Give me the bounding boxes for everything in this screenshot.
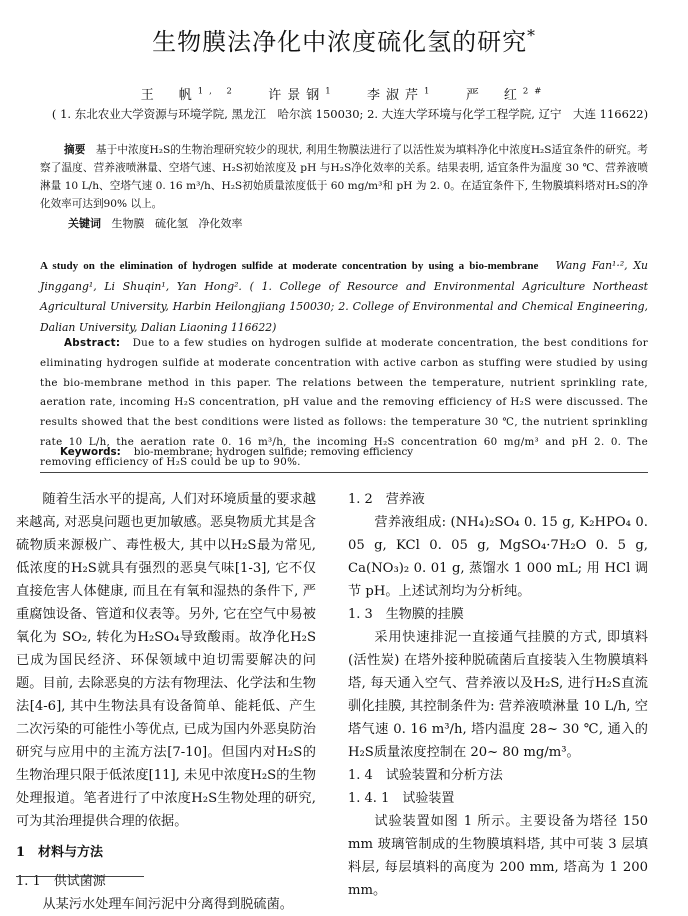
author-name: 李淑芹	[367, 88, 425, 103]
keyword-item: 生物膜	[111, 217, 145, 230]
section-heading: 1 材料与方法	[16, 845, 104, 860]
subsection-heading: 1. 4 试验装置和分析方法	[348, 768, 503, 783]
author-name: 王 帆	[140, 88, 198, 103]
keywords-cn	[68, 215, 648, 231]
keyword-item: 净化效率	[198, 217, 243, 230]
section-divider	[40, 472, 648, 473]
affiliation: ( 1. 东北农业大学资源与环境学院, 黑龙江 哈尔滨 150030; 2. 大连大学环境与化学工程学院, 辽宁 大连 116622)	[51, 107, 649, 121]
title-footnote-mark: *	[527, 27, 536, 45]
author-name: 严 红	[465, 88, 523, 103]
keywords-cn-label: 关键词	[68, 217, 101, 230]
abstract-en-text: Due to a few studies on hydrogen sulfide at moderate concentration, the best conditions for eliminating hydrogen sulfide at moderate concentration with active carbon as stuffing were studied by using the bio-membrane method in this paper. The relations between the temperature, nutrient sprinkling rate, aeration rate, incoming H₂S concentration, pH value and the removing efficiency of H₂S were discussed. The results showed that the best conditions were listed as follows: the temperature 30 ℃, the nutrient sprinkling rate 10 L/h, the aeration rate 0. 16 m³/h, the incoming H₂S concentration 60 mg/m³ and pH 2. 0. The removing efficiency of H₂S could be up to 90%.	[40, 337, 648, 468]
abstract-cn-text: 基于中浓度H₂S的生物治理研究较少的现状, 利用生物膜法进行了以活性炭为填料净化中浓度H₂S适宜条件的研究。考察了温度、营养液喷淋量、空塔气速、H₂S初始浓度及 pH 与H₂S净化效率的关系。结果表明, 适宜条件为温度 30 ℃、营养液喷淋量 10 L/h、空塔气速 0. 16 m³/h、H₂S初始质量浓度低于 60 mg/m³和 pH 为 2. 0。在适宜条件下, 生物膜填料塔对H₂S的净化效率可达到90% 以上。	[40, 144, 648, 210]
english-header	[40, 256, 648, 338]
page-title	[0, 22, 688, 57]
english-authors-affiliation: Wang Fan¹·², Xu Jinggang¹, Li Shuqin¹, Yan Hong². ( 1. College of Resource and Environmental Agriculture Northeast Agricultural University, Harbin Heilongjiang 150030; 2. College of Environmental and Chemical Engineering, Dalian University, Dalian Liaoning 116622)	[40, 259, 648, 334]
subsection-heading: 1. 3 生物膜的挂膜	[348, 607, 464, 622]
subsection-heading: 1. 4. 1 试验装置	[348, 791, 455, 806]
abstract-cn-label: 摘要	[64, 144, 86, 156]
subsection-text: 试验装置如图 1 所示。主要设备为塔径 150 mm 玻璃管制成的生物膜填料塔, 其中可装 3 层填料层, 每层填料的高度为 200 mm, 塔高为 1 200 mm。	[348, 814, 648, 898]
author-affil-mark: 1, 2	[197, 85, 238, 96]
subsection-text: 从某污水处理车间污泥中分离得到脱硫菌。	[42, 897, 293, 912]
subsection-text: 采用快速排泥一直接通气挂膜的方式, 即填料(活性炭) 在塔外接种脱硫菌后直接装入生物膜填料塔, 每天通入空气、营养液以及H₂S, 进行H₂S直流驯化挂膜, 其控制条件为: 营养液喷淋量 10 L/h, 空塔气速 0. 16 m³/h, 塔内温度 28~ 30 ℃, 通入的H₂S质量浓度控制在 20~ 80 mg/m³。	[348, 630, 648, 760]
english-title: A study on the elimination of hydrogen sulfide at moderate concentration by using a bio-membrane	[40, 260, 539, 272]
body-column-right	[348, 488, 648, 902]
author-affil-mark: 1	[325, 85, 337, 96]
keywords-en-text: bio-membrane; hydrogen sulfide; removing efficiency	[133, 446, 414, 458]
subsection-text: 营养液组成: (NH₄)₂SO₄ 0. 15 g, K₂HPO₄ 0. 05 g, KCl 0. 05 g, MgSO₄·7H₂O 0. 5 g, Ca(NO₃)₂ 0. 01 g, 蒸馏水 1 000 mL; 用 HCl 调节 pH。上述试剂均为分析纯。	[348, 515, 648, 599]
body-column-left	[16, 488, 316, 916]
subsection-heading: 1. 2 营养液	[348, 492, 425, 507]
abstract-cn	[40, 141, 648, 213]
footnote-rule	[16, 876, 144, 877]
author-affil-mark: 1	[424, 85, 436, 96]
keywords-en	[60, 446, 648, 458]
author-name: 许景钢	[268, 88, 326, 103]
title-text: 生物膜法净化中浓度硫化氢的研究	[152, 28, 528, 56]
abstract-en-label: Abstract:	[64, 337, 121, 349]
keyword-item: 硫化氢	[155, 217, 188, 230]
author-affil-mark: 2#	[522, 85, 548, 96]
intro-paragraph: 随着生活水平的提高, 人们对环境质量的要求越来越高, 对恶臭问题也更加敏感。恶臭物质尤其是含硫物质来源极广、毒性极大, 其中以H₂S最为常见, 低浓度的H₂S就具有强烈的恶臭气味[1-3], 它不仅直接危害人体健康, 而且在有氧和湿热的条件下, 严重腐蚀设备、管道和仪表等。另外, 它在空气中易被氧化为 SO₂, 转化为H₂SO₄导致酸雨。故净化H₂S已成为国民经济、环保领域中迫切需要解决的问题。目前, 去除恶臭的方法有物理法、化学法和生物法[4-6], 其中生物法具有设备简单、能耗低、产生二次污染的可能性小等优点, 已成为国内外恶臭防治研究与应用中的主流方法[7-10]。但国内对H₂S的生物治理只限于低浓度[11], 未见中浓度H₂S的生物处理报道。笔者进行了中浓度H₂S生物处理的研究, 可为其治理提供合理的依据。	[16, 492, 316, 829]
subsection-heading: 1. 1 供试菌源	[16, 874, 106, 889]
author-list	[0, 84, 688, 103]
keywords-en-label: Keywords:	[60, 446, 121, 458]
